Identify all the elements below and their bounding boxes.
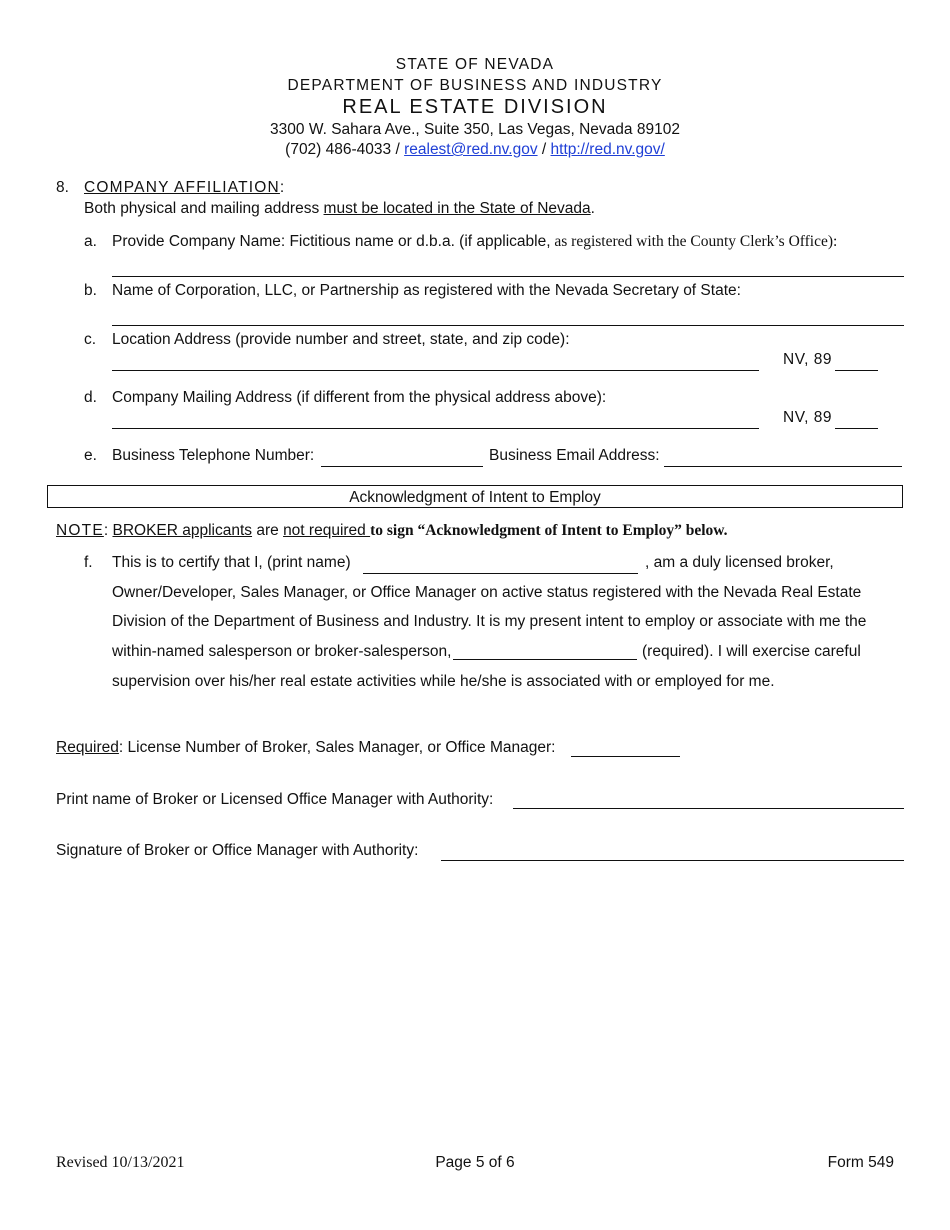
license-number-field[interactable]	[571, 756, 680, 757]
item-a-label-serif: as registered with the County Clerk’s Office):	[550, 233, 838, 250]
item-f-letter: f.	[84, 554, 93, 571]
item-b-label: Name of Corporation, LLC, or Partnership as registered with the Nevada Secretary of State:	[112, 282, 741, 299]
mailing-state-zip-prefix: NV, 89	[783, 409, 832, 426]
certify-line1-a: This is to certify that I, (print name)	[112, 554, 351, 571]
location-address-field[interactable]	[112, 370, 759, 371]
company-name-field[interactable]	[112, 276, 904, 277]
header-state: STATE OF NEVADA	[395, 56, 555, 73]
note-are: are	[252, 522, 284, 539]
section-intro-prefix: Both physical and mailing address	[84, 200, 324, 217]
business-phone-label: Business Telephone Number:	[112, 447, 315, 464]
business-email-field[interactable]	[664, 466, 902, 467]
footer-page: Page 5 of 6	[435, 1154, 515, 1171]
location-state-zip-prefix: NV, 89	[783, 351, 832, 368]
item-e-letter: e.	[84, 447, 97, 464]
certify-line4-a: within-named salesperson or broker-salesperson,	[112, 643, 452, 660]
note-colon: :	[103, 522, 113, 539]
note-broker-applicants: BROKER applicants	[112, 522, 253, 539]
print-name-broker-field[interactable]	[513, 808, 904, 809]
item-a-label-text: Provide Company Name: Fictitious name or d.b.a. (if applicable,	[112, 233, 551, 250]
certify-line4-b: (required). I will exercise careful	[642, 643, 861, 660]
section-title-colon: :	[279, 179, 285, 196]
section-intro-suffix: .	[590, 200, 595, 217]
header-phone: (702) 486-4033	[285, 141, 392, 158]
certify-line2: Owner/Developer, Sales Manager, or Office Manager on active status registered with the Nevada Real Estate	[112, 584, 862, 601]
corporation-name-field[interactable]	[112, 325, 904, 326]
header-separator-2: /	[541, 141, 547, 158]
section-intro	[84, 200, 595, 218]
header-website-link[interactable]: http://red.nv.gov/	[550, 141, 665, 158]
certify-line1-b: , am a duly licensed broker,	[645, 554, 834, 571]
item-c-label: Location Address (provide number and street, state, and zip code):	[112, 331, 570, 348]
header-email-link[interactable]: realest@red.nv.gov	[404, 141, 538, 158]
section-title-text: COMPANY AFFILIATION	[84, 179, 280, 196]
required-label: Required	[56, 739, 119, 756]
section-number: 8.	[56, 179, 69, 196]
header-separator-1: /	[395, 141, 400, 158]
location-zip-field[interactable]	[835, 370, 878, 371]
mailing-zip-field[interactable]	[835, 428, 878, 429]
note-not-required: not required	[283, 522, 371, 539]
note-bold-text: to sign “Acknowledgment of Intent to Employ” below.	[370, 522, 728, 539]
item-a-label	[112, 233, 837, 251]
header-department: DEPARTMENT OF BUSINESS AND INDUSTRY	[287, 77, 663, 94]
business-phone-field[interactable]	[321, 466, 483, 467]
print-name-field[interactable]	[363, 573, 638, 574]
section-intro-underlined: must be located in the State of Nevada	[323, 200, 591, 217]
note-label: NOTE	[56, 522, 104, 539]
license-number-label	[56, 739, 555, 757]
item-a-letter: a.	[84, 233, 97, 250]
license-label-text: : License Number of Broker, Sales Manager, or Office Manager:	[118, 739, 556, 756]
header-contact	[0, 141, 950, 159]
item-b-letter: b.	[84, 282, 97, 299]
acknowledgment-title-box: Acknowledgment of Intent to Employ	[47, 485, 903, 508]
broker-note	[56, 522, 727, 540]
business-email-label: Business Email Address:	[489, 447, 660, 464]
item-c-letter: c.	[84, 331, 97, 348]
signature-label: Signature of Broker or Office Manager with Authority:	[56, 842, 419, 859]
certify-line3: Division of the Department of Business and Industry. It is my present intent to employ or associate with me the	[112, 613, 867, 630]
salesperson-name-field[interactable]	[453, 659, 637, 660]
header-division: REAL ESTATE DIVISION	[342, 96, 608, 118]
header-address: 3300 W. Sahara Ave., Suite 350, Las Vegas, Nevada 89102	[270, 121, 680, 138]
print-name-broker-label: Print name of Broker or Licensed Office Manager with Authority:	[56, 791, 494, 808]
footer-revised: Revised 10/13/2021	[56, 1154, 185, 1171]
footer-form: Form 549	[827, 1154, 894, 1171]
signature-field[interactable]	[441, 860, 904, 861]
certify-line5: supervision over his/her real estate activities while he/she is associated with or employed for me.	[112, 673, 775, 690]
section-title	[84, 179, 284, 197]
mailing-address-field[interactable]	[112, 428, 759, 429]
item-d-letter: d.	[84, 389, 97, 406]
item-d-label: Company Mailing Address (if different from the physical address above):	[112, 389, 607, 406]
